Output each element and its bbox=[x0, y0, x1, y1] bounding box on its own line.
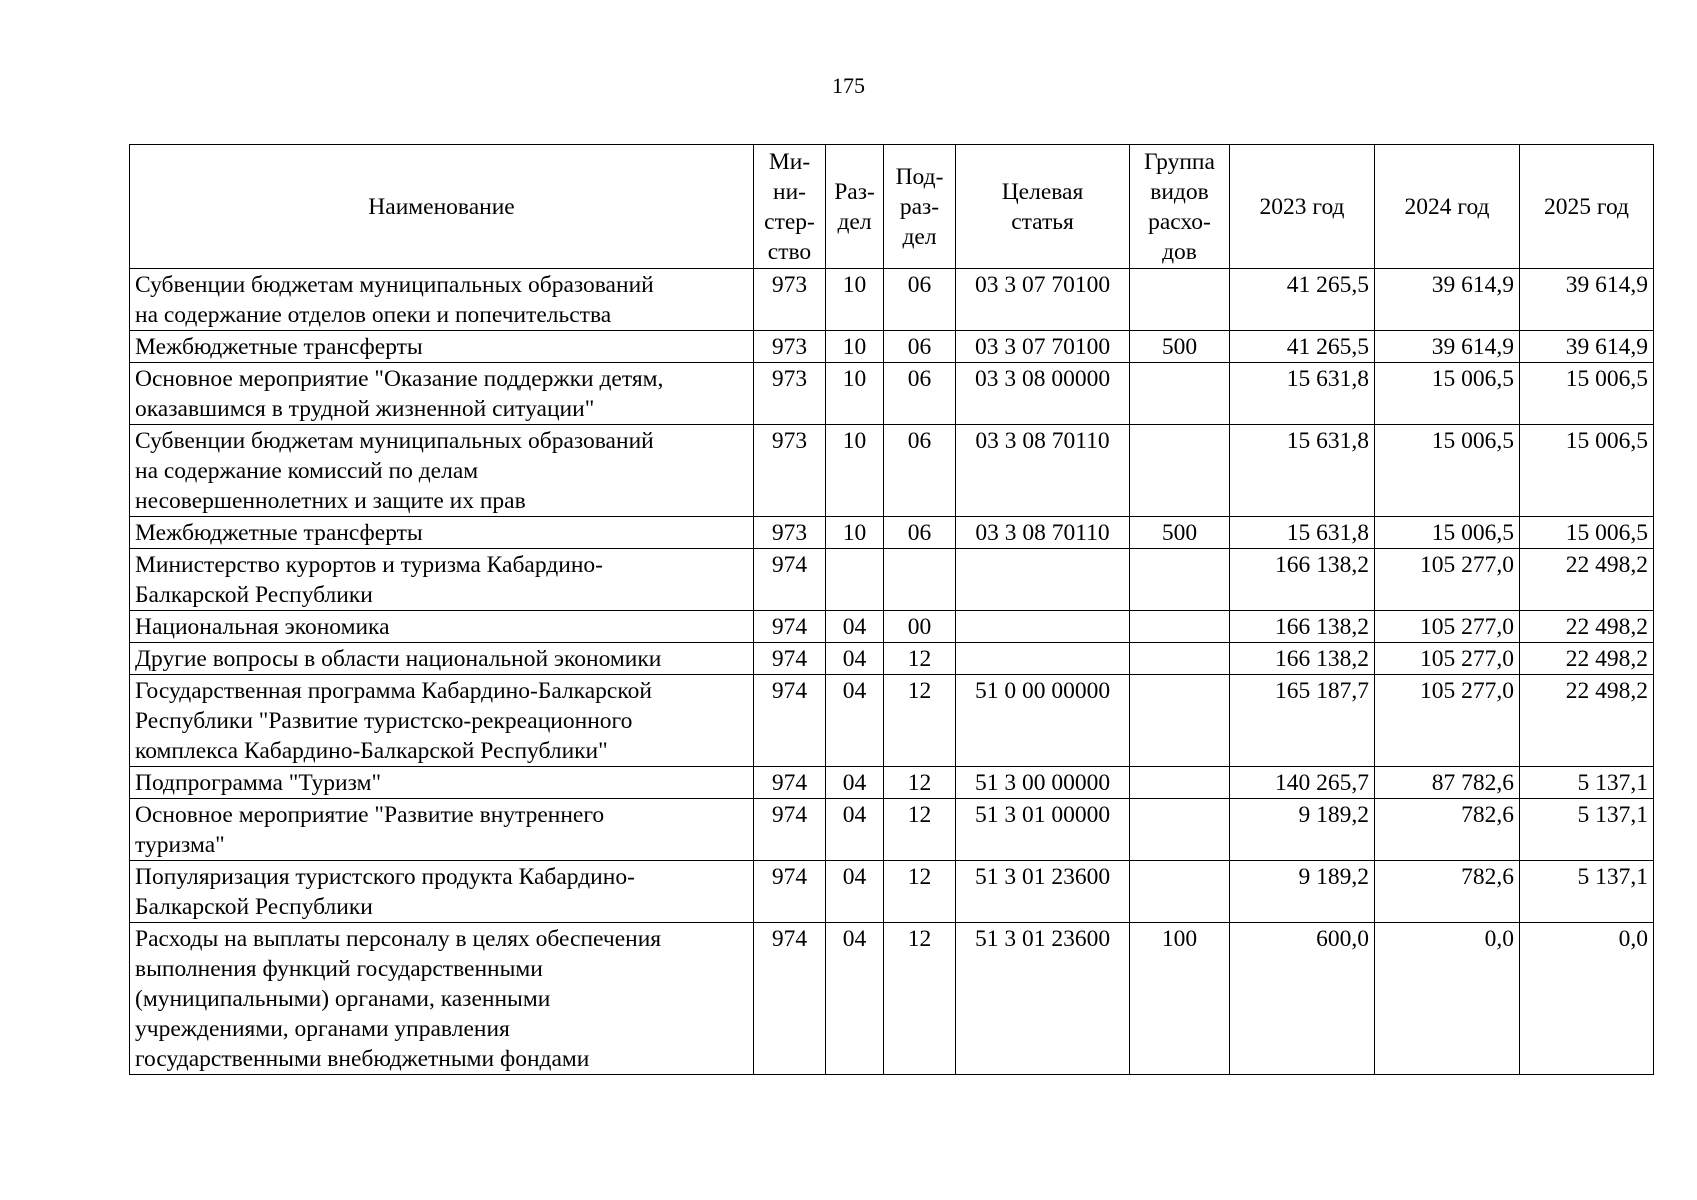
name-line: на содержание комиссий по делам bbox=[135, 458, 479, 484]
cell-year-2024: 782,6 bbox=[1375, 799, 1520, 861]
cell-year-2024: 105 277,0 bbox=[1375, 675, 1520, 767]
cell-name bbox=[130, 643, 754, 675]
cell-year-2025: 15 006,5 bbox=[1520, 517, 1654, 549]
cell-ministry: 974 bbox=[754, 767, 826, 799]
table-row bbox=[130, 611, 1654, 643]
cell-subsection: 06 bbox=[884, 269, 956, 331]
cell-target-article: 51 3 00 00000 bbox=[956, 767, 1130, 799]
cell-year-2023: 41 265,5 bbox=[1230, 331, 1375, 363]
cell-target-article: 03 3 07 70100 bbox=[956, 269, 1130, 331]
cell-year-2023: 15 631,8 bbox=[1230, 363, 1375, 425]
cell-ministry: 973 bbox=[754, 363, 826, 425]
header-section bbox=[826, 145, 884, 269]
name-line: Межбюджетные трансферты bbox=[135, 334, 423, 360]
header-line: 2024 год bbox=[1404, 193, 1490, 220]
cell-year-2023: 15 631,8 bbox=[1230, 517, 1375, 549]
cell-section: 04 bbox=[826, 767, 884, 799]
cell-subsection bbox=[884, 549, 956, 611]
name-line: оказавшимся в трудной жизненной ситуации" bbox=[135, 396, 595, 422]
cell-year-2024: 15 006,5 bbox=[1375, 363, 1520, 425]
cell-section: 04 bbox=[826, 861, 884, 923]
cell-section: 10 bbox=[826, 363, 884, 425]
cell-subsection: 12 bbox=[884, 675, 956, 767]
cell-year-2023: 166 138,2 bbox=[1230, 549, 1375, 611]
cell-name bbox=[130, 799, 754, 861]
header-line: ство bbox=[767, 238, 812, 265]
cell-ministry: 974 bbox=[754, 675, 826, 767]
cell-target-article: 03 3 08 00000 bbox=[956, 363, 1130, 425]
cell-name bbox=[130, 611, 754, 643]
cell-year-2023: 166 138,2 bbox=[1230, 643, 1375, 675]
cell-target-article: 03 3 07 70100 bbox=[956, 331, 1130, 363]
cell-expense-group: 500 bbox=[1130, 331, 1230, 363]
cell-target-article: 03 3 08 70110 bbox=[956, 425, 1130, 517]
cell-expense-group bbox=[1130, 861, 1230, 923]
table-row bbox=[130, 331, 1654, 363]
cell-ministry: 974 bbox=[754, 861, 826, 923]
header-expense-group bbox=[1130, 145, 1230, 269]
table-row bbox=[130, 799, 1654, 861]
cell-target-article bbox=[956, 611, 1130, 643]
header-line: стер- bbox=[764, 208, 815, 235]
name-line: Национальная экономика bbox=[135, 614, 390, 640]
cell-year-2024: 105 277,0 bbox=[1375, 549, 1520, 611]
cell-name bbox=[130, 675, 754, 767]
cell-section bbox=[826, 549, 884, 611]
header-line: раз- bbox=[899, 193, 940, 220]
cell-year-2025: 15 006,5 bbox=[1520, 425, 1654, 517]
header-line: дел bbox=[902, 223, 937, 250]
table-header-row bbox=[130, 145, 1654, 269]
name-line: Другие вопросы в области национальной экономики bbox=[135, 646, 662, 672]
name-line: Популяризация туристского продукта Кабардино- bbox=[135, 864, 635, 890]
cell-year-2025: 22 498,2 bbox=[1520, 643, 1654, 675]
cell-year-2023: 15 631,8 bbox=[1230, 425, 1375, 517]
cell-ministry: 974 bbox=[754, 549, 826, 611]
name-line: выполнения функций государственными bbox=[135, 956, 543, 982]
name-line: Субвенции бюджетам муниципальных образований bbox=[135, 272, 654, 298]
cell-section: 04 bbox=[826, 923, 884, 1075]
cell-expense-group bbox=[1130, 767, 1230, 799]
cell-subsection: 06 bbox=[884, 517, 956, 549]
table-row bbox=[130, 269, 1654, 331]
cell-expense-group: 500 bbox=[1130, 517, 1230, 549]
cell-year-2025: 0,0 bbox=[1520, 923, 1654, 1075]
name-line: Государственная программа Кабардино-Балкарской bbox=[135, 678, 652, 704]
table-row bbox=[130, 675, 1654, 767]
cell-section: 10 bbox=[826, 331, 884, 363]
cell-ministry: 974 bbox=[754, 643, 826, 675]
cell-year-2024: 105 277,0 bbox=[1375, 643, 1520, 675]
name-line: комплекса Кабардино-Балкарской Республики" bbox=[135, 738, 608, 764]
cell-expense-group bbox=[1130, 643, 1230, 675]
header-subsection bbox=[884, 145, 956, 269]
cell-name bbox=[130, 767, 754, 799]
cell-year-2023: 166 138,2 bbox=[1230, 611, 1375, 643]
cell-year-2024: 782,6 bbox=[1375, 861, 1520, 923]
header-line: Под- bbox=[895, 163, 944, 190]
cell-ministry: 974 bbox=[754, 923, 826, 1075]
name-line: Основное мероприятие "Оказание поддержки детям, bbox=[135, 366, 664, 392]
header-line: расхо- bbox=[1148, 208, 1211, 235]
cell-target-article bbox=[956, 549, 1130, 611]
cell-target-article: 51 3 01 23600 bbox=[956, 861, 1130, 923]
cell-year-2023: 9 189,2 bbox=[1230, 861, 1375, 923]
header-line: Ми- bbox=[768, 148, 811, 175]
cell-target-article bbox=[956, 643, 1130, 675]
header-line: Раз- bbox=[834, 178, 875, 205]
header-name bbox=[130, 145, 754, 269]
table-row bbox=[130, 425, 1654, 517]
cell-year-2025: 22 498,2 bbox=[1520, 549, 1654, 611]
cell-year-2025: 5 137,1 bbox=[1520, 767, 1654, 799]
name-line: Министерство курортов и туризма Кабардино- bbox=[135, 552, 603, 578]
header-line: дел bbox=[837, 208, 872, 235]
cell-name bbox=[130, 861, 754, 923]
table-row bbox=[130, 923, 1654, 1075]
table-row bbox=[130, 767, 1654, 799]
cell-year-2023: 41 265,5 bbox=[1230, 269, 1375, 331]
cell-expense-group bbox=[1130, 425, 1230, 517]
cell-section: 04 bbox=[826, 799, 884, 861]
cell-ministry: 973 bbox=[754, 331, 826, 363]
cell-year-2023: 140 265,7 bbox=[1230, 767, 1375, 799]
cell-section: 10 bbox=[826, 425, 884, 517]
cell-name bbox=[130, 517, 754, 549]
cell-section: 04 bbox=[826, 611, 884, 643]
name-line: учреждениями, органами управления bbox=[135, 1016, 510, 1042]
header-line: дов bbox=[1162, 238, 1197, 265]
name-line: на содержание отделов опеки и попечительства bbox=[135, 302, 612, 328]
cell-subsection: 12 bbox=[884, 799, 956, 861]
table-row bbox=[130, 363, 1654, 425]
cell-subsection: 12 bbox=[884, 861, 956, 923]
name-line: Расходы на выплаты персоналу в целях обеспечения bbox=[135, 926, 662, 952]
cell-name bbox=[130, 425, 754, 517]
cell-section: 04 bbox=[826, 675, 884, 767]
name-line: Субвенции бюджетам муниципальных образований bbox=[135, 428, 654, 454]
cell-year-2024: 87 782,6 bbox=[1375, 767, 1520, 799]
header-year-2024 bbox=[1375, 145, 1520, 269]
cell-target-article: 03 3 08 70110 bbox=[956, 517, 1130, 549]
name-line: Балкарской Республики bbox=[135, 894, 373, 920]
page-number: 175 bbox=[832, 73, 865, 98]
header-ministry bbox=[754, 145, 826, 269]
cell-year-2024: 39 614,9 bbox=[1375, 269, 1520, 331]
table-body bbox=[130, 269, 1654, 1075]
table-row bbox=[130, 517, 1654, 549]
cell-ministry: 973 bbox=[754, 517, 826, 549]
budget-table bbox=[129, 144, 1654, 1075]
cell-year-2024: 39 614,9 bbox=[1375, 331, 1520, 363]
cell-year-2024: 105 277,0 bbox=[1375, 611, 1520, 643]
cell-name bbox=[130, 331, 754, 363]
cell-year-2025: 5 137,1 bbox=[1520, 861, 1654, 923]
table-row bbox=[130, 861, 1654, 923]
name-line: Основное мероприятие "Развитие внутреннего bbox=[135, 802, 605, 828]
cell-name bbox=[130, 269, 754, 331]
cell-year-2025: 22 498,2 bbox=[1520, 675, 1654, 767]
name-line: государственными внебюджетными фондами bbox=[135, 1046, 590, 1072]
cell-year-2025: 5 137,1 bbox=[1520, 799, 1654, 861]
cell-expense-group bbox=[1130, 675, 1230, 767]
header-year-2023 bbox=[1230, 145, 1375, 269]
name-line: (муниципальными) органами, казенными bbox=[135, 986, 551, 1012]
header-line: статья bbox=[1011, 208, 1074, 235]
header-target-article bbox=[956, 145, 1130, 269]
cell-year-2024: 0,0 bbox=[1375, 923, 1520, 1075]
header-line: 2023 год bbox=[1259, 193, 1345, 220]
header-line: ни- bbox=[773, 178, 806, 205]
cell-year-2025: 15 006,5 bbox=[1520, 363, 1654, 425]
cell-year-2025: 39 614,9 bbox=[1520, 331, 1654, 363]
cell-year-2023: 9 189,2 bbox=[1230, 799, 1375, 861]
cell-expense-group bbox=[1130, 611, 1230, 643]
cell-expense-group bbox=[1130, 269, 1230, 331]
header-line: Целевая bbox=[1001, 178, 1084, 205]
cell-year-2023: 600,0 bbox=[1230, 923, 1375, 1075]
cell-target-article: 51 3 01 23600 bbox=[956, 923, 1130, 1075]
name-line: Межбюджетные трансферты bbox=[135, 520, 423, 546]
cell-expense-group: 100 bbox=[1130, 923, 1230, 1075]
cell-subsection: 06 bbox=[884, 425, 956, 517]
name-line: Республики "Развитие туристско-рекреационного bbox=[135, 708, 633, 734]
cell-subsection: 12 bbox=[884, 767, 956, 799]
cell-section: 04 bbox=[826, 643, 884, 675]
cell-year-2024: 15 006,5 bbox=[1375, 517, 1520, 549]
cell-ministry: 974 bbox=[754, 799, 826, 861]
cell-expense-group bbox=[1130, 363, 1230, 425]
header-line: Наименование bbox=[368, 193, 515, 220]
cell-name bbox=[130, 549, 754, 611]
cell-subsection: 06 bbox=[884, 331, 956, 363]
cell-subsection: 06 bbox=[884, 363, 956, 425]
cell-ministry: 974 bbox=[754, 611, 826, 643]
name-line: Балкарской Республики bbox=[135, 582, 373, 608]
cell-ministry: 973 bbox=[754, 425, 826, 517]
name-line: туризма" bbox=[135, 832, 225, 858]
header-line: 2025 год bbox=[1544, 193, 1629, 220]
cell-name bbox=[130, 363, 754, 425]
cell-subsection: 12 bbox=[884, 643, 956, 675]
name-line: несовершеннолетних и защите их прав bbox=[135, 488, 526, 514]
name-line: Подпрограмма "Туризм" bbox=[135, 770, 382, 796]
table-row bbox=[130, 549, 1654, 611]
cell-target-article: 51 3 01 00000 bbox=[956, 799, 1130, 861]
table-row bbox=[130, 643, 1654, 675]
cell-name bbox=[130, 923, 754, 1075]
header-line: Группа bbox=[1144, 148, 1215, 175]
cell-year-2025: 39 614,9 bbox=[1520, 269, 1654, 331]
cell-subsection: 00 bbox=[884, 611, 956, 643]
header-year-2025 bbox=[1520, 145, 1654, 269]
cell-expense-group bbox=[1130, 799, 1230, 861]
cell-year-2024: 15 006,5 bbox=[1375, 425, 1520, 517]
cell-year-2025: 22 498,2 bbox=[1520, 611, 1654, 643]
cell-section: 10 bbox=[826, 517, 884, 549]
cell-section: 10 bbox=[826, 269, 884, 331]
cell-year-2023: 165 187,7 bbox=[1230, 675, 1375, 767]
cell-target-article: 51 0 00 00000 bbox=[956, 675, 1130, 767]
header-line: видов bbox=[1150, 178, 1209, 205]
cell-expense-group bbox=[1130, 549, 1230, 611]
cell-ministry: 973 bbox=[754, 269, 826, 331]
cell-subsection: 12 bbox=[884, 923, 956, 1075]
